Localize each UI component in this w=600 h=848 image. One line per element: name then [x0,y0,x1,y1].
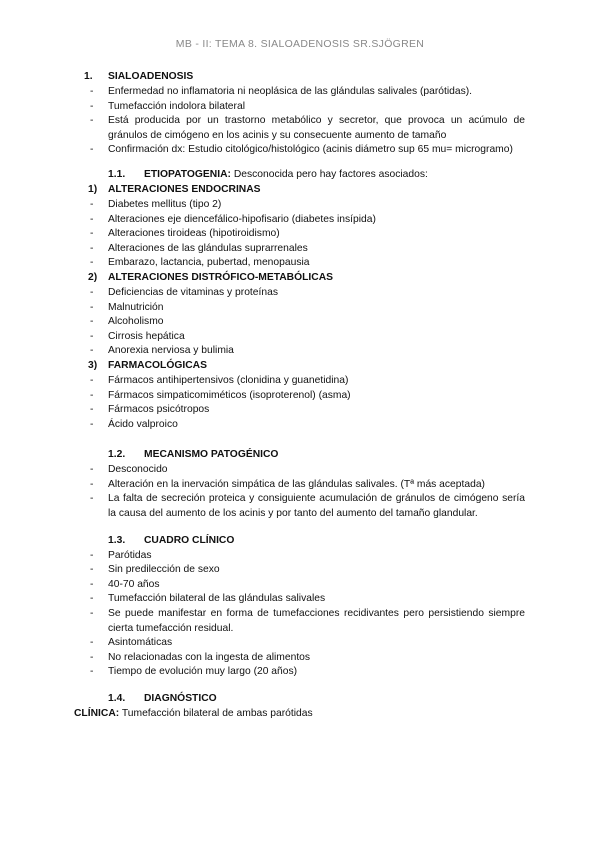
list-item: - Diabetes mellitus (tipo 2) [0,198,600,213]
subsection-number: 1.2. [108,449,126,461]
list-item: - Desconocido [0,463,600,478]
list-item: - Malnutrición [0,301,600,316]
group-number: 1) [88,183,98,195]
list-item: - Sin predilección de sexo [0,563,600,578]
list-item: - Parótidas [0,549,600,564]
group-title: FARMACOLÓGICAS [108,359,207,371]
list-item: - Alcoholismo [0,315,600,330]
list-item: - Tumefacción bilateral de las glándulas salivales [0,592,600,607]
list-item: - Alteraciones de las glándulas suprarrenales [0,242,600,257]
subsection-number: 1.3. [108,534,126,546]
group-heading [0,183,600,198]
subsection-title: CUADRO CLÍNICO [144,534,235,546]
subsection-heading-cuadro [0,534,600,549]
clinica-line [0,707,600,722]
list-item: - 40-70 años [0,578,600,593]
subsection-title: DIAGNÓSTICO [144,693,217,704]
document-body [0,70,600,722]
list-item: - Tumefacción indolora bilateral [0,100,600,115]
list-item: - Alteraciones eje diencefálico-hipofisario (diabetes insípida) [0,213,600,228]
list-item: - Embarazo, lactancia, pubertad, menopausia [0,256,600,271]
section-number: 1. [84,71,93,82]
list-item: - Enfermedad no inflamatoria ni neoplásica de las glándulas salivales (parótidas). [0,85,600,100]
list-item: - Ácido valproico [0,418,600,433]
list-item: - No relacionadas con la ingesta de alimentos [0,651,600,666]
group-number: 3) [88,359,98,371]
group-number: 2) [88,271,98,283]
subsection-number: 1.4. [108,693,126,704]
list-item: - Se puede manifestar en forma de tumefacciones recidivantes pero persistiendo siempre cierta tumefacción residual. [0,607,600,636]
list-item: - Asintomáticas [0,636,600,651]
list-item: - Está producida por un trastorno metabólico y secretor, que provoca un acúmulo de gránulos de cimógeno en los acinis y su consecuente aumento de tamaño [0,114,600,143]
subsection-number: 1.1. [108,168,126,180]
section-heading [0,70,600,85]
list-item: - Tiempo de evolución muy largo (20 años) [0,665,600,680]
list-item: - Fármacos psicótropos [0,403,600,418]
list-item: - Fármacos antihipertensivos (clonidina y guanetidina) [0,374,600,389]
list-item: - Fármacos simpaticomiméticos (isoproterenol) (asma) [0,389,600,404]
subsection-heading-mecanismo [0,448,600,463]
list-item: - Cirrosis hepática [0,330,600,345]
subsection-title: MECANISMO PATOGÉNICO [144,449,279,461]
group-title: ALTERACIONES DISTRÓFICO-METABÓLICAS [108,271,333,283]
list-item: - Anorexia nerviosa y bulimia [0,344,600,359]
subsection-heading-etiopatogenia [0,168,600,183]
list-item: - La falta de secreción proteica y consiguiente acumulación de gránulos de cimógeno sería la causa del aumento de los acinis y por tanto del aumento del tamaño glandular. [0,492,600,521]
group-heading [0,271,600,286]
section-title: SIALOADENOSIS [108,71,194,82]
page-header: MB - II: TEMA 8. SIALOADENOSIS SR.SJÖGREN [175,38,425,50]
subsection-title: ETIOPATOGENIA: [144,168,231,180]
list-item: - Alteración en la inervación simpática de las glándulas salivales. (Tª más aceptada) [0,478,600,493]
clinica-text: Tumefacción bilateral de ambas parótidas [119,708,313,719]
list-item: - Alteraciones tiroideas (hipotiroidismo) [0,227,600,242]
group-title: ALTERACIONES ENDOCRINAS [108,183,261,195]
list-item: - Deficiencias de vitaminas y proteínas [0,286,600,301]
subsection-heading-diagnostico [0,692,600,707]
clinica-label: CLÍNICA: [74,708,120,719]
list-item: - Confirmación dx: Estudio citológico/histológico (acinis diámetro sup 65 mu= microgramo) [0,143,600,158]
group-heading [0,359,600,374]
subsection-text: Desconocida pero hay factores asociados: [230,168,428,180]
